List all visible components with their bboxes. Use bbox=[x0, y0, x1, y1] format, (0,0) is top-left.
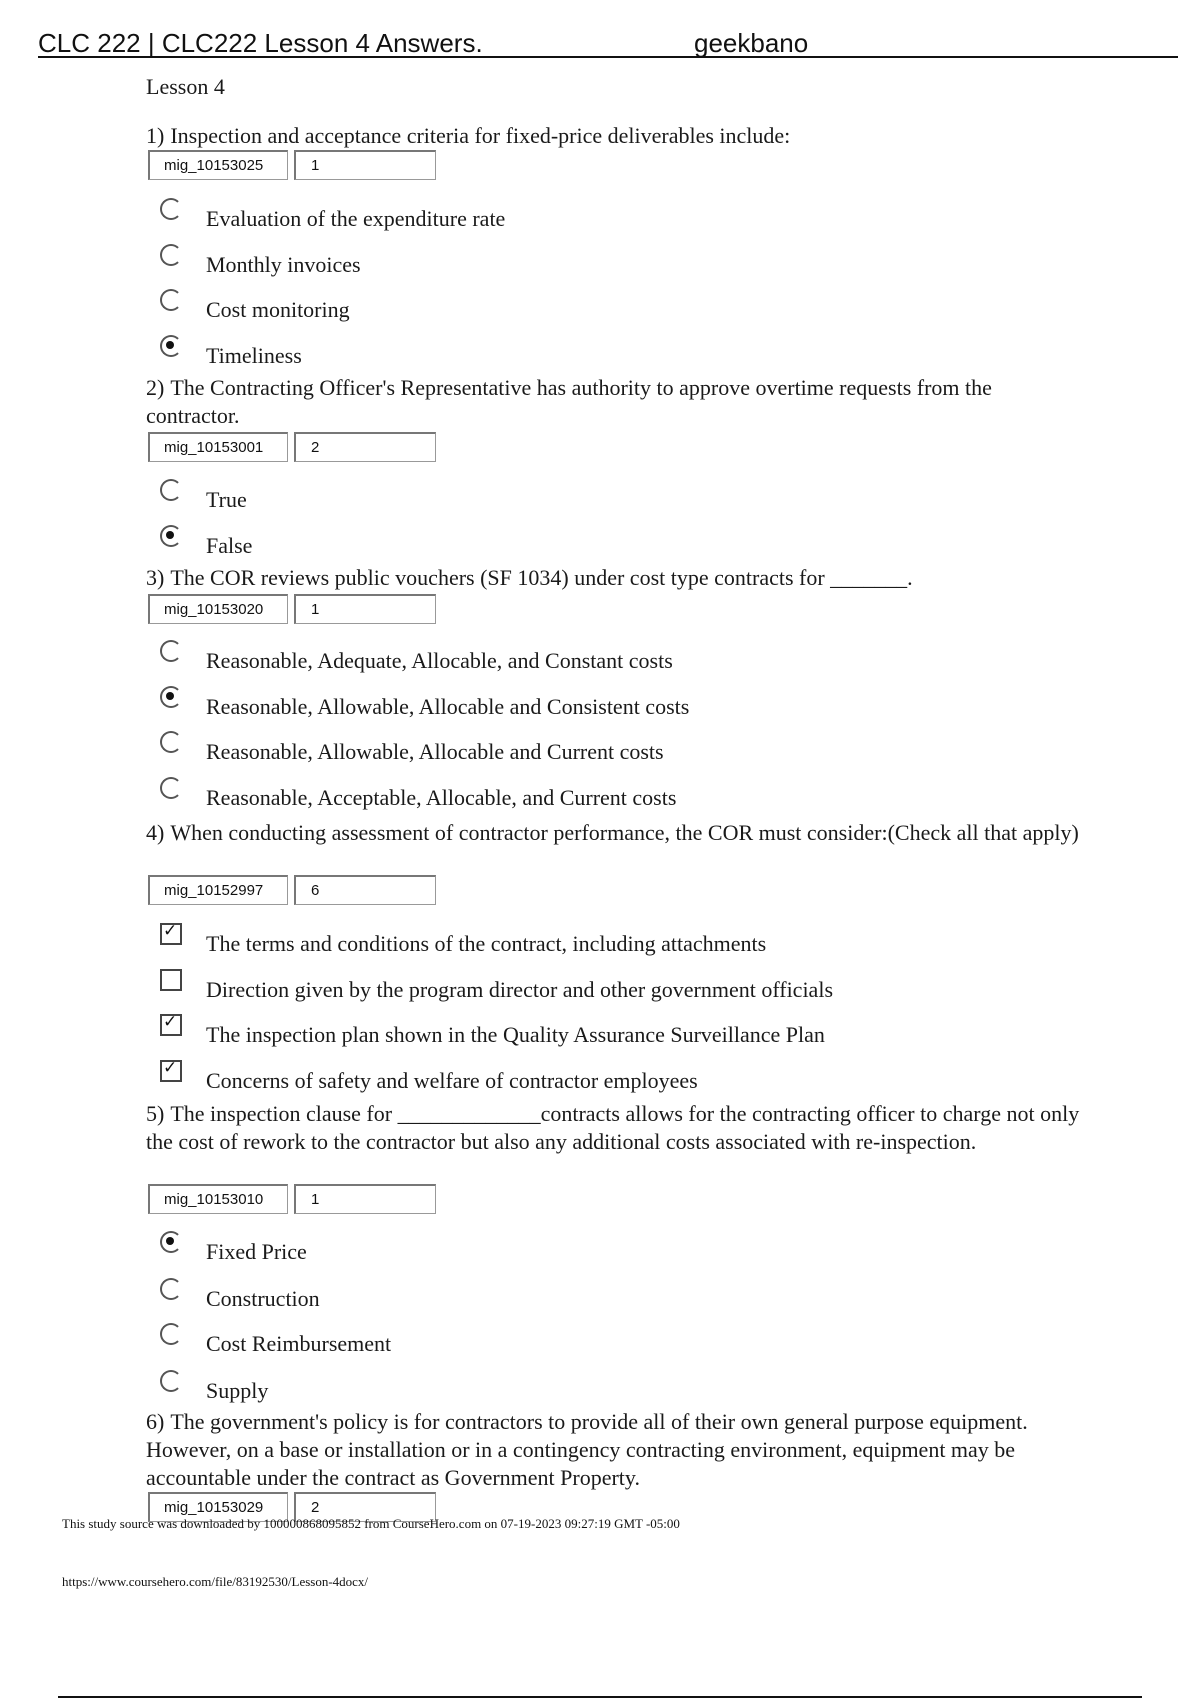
radio-selected-dot bbox=[166, 1237, 174, 1245]
check-icon: ✓ bbox=[163, 921, 178, 941]
radio-button-icon[interactable] bbox=[160, 731, 182, 753]
question-text: 2) The Contracting Officer's Representative has authority to approve overtime requests from the contractor. bbox=[146, 375, 992, 428]
download-notice: This study source was downloaded by 100000868095852 from CourseHero.com on 07-19-2023 09:27:19 GMT -05:00 bbox=[62, 1516, 680, 1531]
question-text: 1) Inspection and acceptance criteria for fixed-price deliverables include: bbox=[146, 123, 791, 148]
answer-number-field: 6 bbox=[294, 875, 436, 905]
radio-button-icon[interactable] bbox=[160, 1231, 182, 1253]
radio-button-icon[interactable] bbox=[160, 1370, 182, 1392]
radio-button-icon[interactable] bbox=[160, 777, 182, 799]
radio-button-icon[interactable] bbox=[160, 479, 182, 501]
answer-number-field: 1 bbox=[294, 150, 436, 180]
radio-button-icon[interactable] bbox=[160, 244, 182, 266]
radio-button-icon[interactable] bbox=[160, 1323, 182, 1345]
source-url[interactable]: https://www.coursehero.com/file/83192530/Lesson-4docx/ bbox=[62, 1574, 369, 1589]
radio-selected-dot bbox=[166, 531, 174, 539]
answer-number-field: 1 bbox=[294, 1184, 436, 1214]
question-text: 3) The COR reviews public vouchers (SF 1034) under cost type contracts for _______. bbox=[146, 565, 913, 590]
answer-number-field: 2 bbox=[294, 1492, 436, 1522]
radio-button-icon[interactable] bbox=[160, 686, 182, 708]
radio-button-icon[interactable] bbox=[160, 1278, 182, 1300]
radio-selected-dot bbox=[166, 692, 174, 700]
radio-button-icon[interactable] bbox=[160, 640, 182, 662]
page-header bbox=[38, 26, 1178, 58]
document-title: CLC 222 | CLC222 Lesson 4 Answers. bbox=[38, 28, 483, 58]
check-icon: ✓ bbox=[163, 1012, 178, 1032]
answer-number-field: 2 bbox=[294, 432, 436, 462]
question-id-field: mig_10153029 bbox=[148, 1492, 288, 1522]
question-id-field: mig_10152997 bbox=[148, 875, 288, 905]
question-id-field: mig_10153010 bbox=[148, 1184, 288, 1214]
question-id-field: mig_10153001 bbox=[148, 432, 288, 462]
question-text: 4) When conducting assessment of contractor performance, the COR must consider:(Check all that apply) bbox=[146, 820, 1079, 845]
question-text: 6) The government's policy is for contractors to provide all of their own general purpose equipment. However, on a base or installation or in a contingency contracting environment, equipment may be accountable under the contract as Government Property. bbox=[146, 1409, 1028, 1490]
question-text: 5) The inspection clause for _____________contracts allows for the contracting officer to charge not only the cost of rework to the contractor but also any additional costs associated with re-inspection. bbox=[146, 1101, 1080, 1154]
answer-number-field: 1 bbox=[294, 594, 436, 624]
lesson-title: Lesson 4 bbox=[146, 74, 225, 99]
checkbox-icon[interactable] bbox=[160, 923, 182, 945]
question-id-field: mig_10153020 bbox=[148, 594, 288, 624]
check-icon: ✓ bbox=[163, 1058, 178, 1078]
bottom-divider bbox=[58, 1696, 1142, 1698]
checkbox-icon[interactable] bbox=[160, 1060, 182, 1082]
author-name: geekbano bbox=[694, 28, 809, 58]
radio-button-icon[interactable] bbox=[160, 525, 182, 547]
radio-selected-dot bbox=[166, 341, 174, 349]
checkbox-icon[interactable] bbox=[160, 969, 182, 991]
radio-button-icon[interactable] bbox=[160, 289, 182, 311]
radio-button-icon[interactable] bbox=[160, 198, 182, 220]
checkbox-icon[interactable] bbox=[160, 1014, 182, 1036]
question-id-field: mig_10153025 bbox=[148, 150, 288, 180]
radio-button-icon[interactable] bbox=[160, 335, 182, 357]
